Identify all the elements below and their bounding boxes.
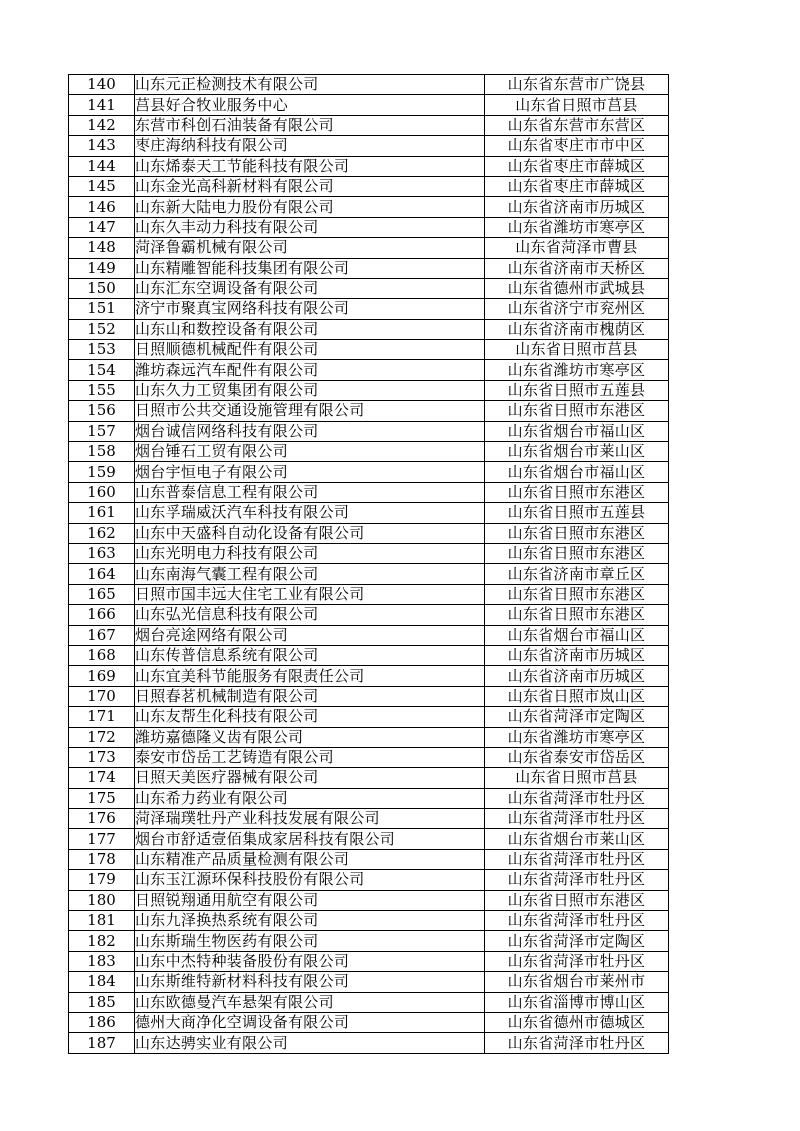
company-location-cell: 山东省烟台市福山区: [485, 421, 669, 441]
company-location-cell: 山东省日照市五莲县: [485, 380, 669, 400]
company-name-cell: 山东精准产品质量检测有限公司: [135, 849, 485, 869]
company-location-cell: 山东省日照市莒县: [485, 340, 669, 360]
company-name-cell: 日照锐翔通用航空有限公司: [135, 890, 485, 910]
company-name-cell: 德州大商净化空调设备有限公司: [135, 1012, 485, 1032]
table-row: [69, 809, 669, 829]
company-location-cell: 山东省济南市历城区: [485, 197, 669, 217]
table-row: [69, 462, 669, 482]
row-number-cell: 178: [69, 849, 135, 869]
company-location-cell: 山东省济宁市兖州区: [485, 299, 669, 319]
company-name-cell: 潍坊森远汽车配件有限公司: [135, 360, 485, 380]
row-number-cell: 155: [69, 380, 135, 400]
table-row: [69, 1033, 669, 1053]
row-number-cell: 158: [69, 442, 135, 462]
company-location-cell: 山东省菏泽市牡丹区: [485, 788, 669, 808]
table-row: [69, 340, 669, 360]
table-row: [69, 421, 669, 441]
row-number-cell: 149: [69, 258, 135, 278]
row-number-cell: 174: [69, 768, 135, 788]
table-row: [69, 360, 669, 380]
company-location-cell: 山东省烟台市莱山区: [485, 829, 669, 849]
table-row: [69, 523, 669, 543]
company-name-cell: 东营市科创石油装备有限公司: [135, 115, 485, 135]
row-number-cell: 168: [69, 645, 135, 665]
row-number-cell: 182: [69, 931, 135, 951]
row-number-cell: 186: [69, 1012, 135, 1032]
company-name-cell: 山东新大陆电力股份有限公司: [135, 197, 485, 217]
company-name-cell: 山东达骋实业有限公司: [135, 1033, 485, 1053]
table-row: [69, 788, 669, 808]
company-name-cell: 烟台诚信网络科技有限公司: [135, 421, 485, 441]
row-number-cell: 153: [69, 340, 135, 360]
company-location-cell: 山东省烟台市福山区: [485, 462, 669, 482]
row-number-cell: 176: [69, 809, 135, 829]
company-name-cell: 山东友帮生化科技有限公司: [135, 707, 485, 727]
row-number-cell: 165: [69, 584, 135, 604]
table-row: [69, 605, 669, 625]
table-row: [69, 992, 669, 1012]
company-name-cell: 枣庄海纳科技有限公司: [135, 136, 485, 156]
table-row: [69, 258, 669, 278]
table-row: [69, 727, 669, 747]
company-name-cell: 日照顺德机械配件有限公司: [135, 340, 485, 360]
company-name-cell: 山东欧德曼汽车悬架有限公司: [135, 992, 485, 1012]
company-location-cell: 山东省德州市武城县: [485, 278, 669, 298]
row-number-cell: 161: [69, 503, 135, 523]
row-number-cell: 145: [69, 176, 135, 196]
table-row: [69, 890, 669, 910]
company-location-cell: 山东省烟台市莱山区: [485, 442, 669, 462]
company-location-cell: 山东省枣庄市市中区: [485, 136, 669, 156]
company-location-cell: 山东省菏泽市牡丹区: [485, 809, 669, 829]
row-number-cell: 147: [69, 217, 135, 237]
company-name-cell: 山东南海气囊工程有限公司: [135, 564, 485, 584]
row-number-cell: 175: [69, 788, 135, 808]
company-location-cell: 山东省济南市章丘区: [485, 564, 669, 584]
company-location-cell: 山东省济南市槐荫区: [485, 319, 669, 339]
table-row: [69, 503, 669, 523]
table-row: [69, 156, 669, 176]
company-location-cell: 山东省烟台市莱州市: [485, 972, 669, 992]
company-location-cell: 山东省日照市东港区: [485, 523, 669, 543]
company-location-cell: 山东省潍坊市寒亭区: [485, 217, 669, 237]
company-location-cell: 山东省菏泽市定陶区: [485, 707, 669, 727]
company-location-cell: 山东省菏泽市牡丹区: [485, 951, 669, 971]
row-number-cell: 151: [69, 299, 135, 319]
company-name-cell: 山东普泰信息工程有限公司: [135, 482, 485, 502]
company-name-cell: 山东光明电力科技有限公司: [135, 543, 485, 563]
company-name-cell: 烟台宇恒电子有限公司: [135, 462, 485, 482]
company-name-cell: 日照春茗机械制造有限公司: [135, 686, 485, 706]
company-roster-body: [69, 75, 669, 1054]
company-location-cell: 山东省东营市广饶县: [485, 75, 669, 95]
company-location-cell: 山东省日照市东港区: [485, 605, 669, 625]
row-number-cell: 150: [69, 278, 135, 298]
row-number-cell: 146: [69, 197, 135, 217]
company-name-cell: 山东山和数控设备有限公司: [135, 319, 485, 339]
company-location-cell: 山东省日照市莒县: [485, 768, 669, 788]
table-row: [69, 645, 669, 665]
table-row: [69, 543, 669, 563]
company-name-cell: 山东九泽换热系统有限公司: [135, 911, 485, 931]
row-number-cell: 173: [69, 747, 135, 767]
company-location-cell: 山东省枣庄市薛城区: [485, 176, 669, 196]
table-row: [69, 870, 669, 890]
company-name-cell: 烟台锤石工贸有限公司: [135, 442, 485, 462]
company-location-cell: 山东省菏泽市牡丹区: [485, 849, 669, 869]
company-location-cell: 山东省潍坊市寒亭区: [485, 727, 669, 747]
company-location-cell: 山东省烟台市福山区: [485, 625, 669, 645]
company-name-cell: 山东玉江源环保科技股份有限公司: [135, 870, 485, 890]
row-number-cell: 156: [69, 401, 135, 421]
company-location-cell: 山东省济南市天桥区: [485, 258, 669, 278]
company-location-cell: 山东省菏泽市牡丹区: [485, 870, 669, 890]
table-row: [69, 197, 669, 217]
row-number-cell: 140: [69, 75, 135, 95]
company-name-cell: 山东弘光信息科技有限公司: [135, 605, 485, 625]
company-name-cell: 山东斯瑞生物医药有限公司: [135, 931, 485, 951]
company-location-cell: 山东省日照市东港区: [485, 890, 669, 910]
table-row: [69, 849, 669, 869]
company-location-cell: 山东省日照市莒县: [485, 95, 669, 115]
table-row: [69, 238, 669, 258]
row-number-cell: 141: [69, 95, 135, 115]
table-row: [69, 829, 669, 849]
row-number-cell: 179: [69, 870, 135, 890]
company-name-cell: 山东宜美科节能服务有限责任公司: [135, 666, 485, 686]
company-location-cell: 山东省菏泽市牡丹区: [485, 1033, 669, 1053]
row-number-cell: 167: [69, 625, 135, 645]
row-number-cell: 177: [69, 829, 135, 849]
company-name-cell: 菏泽鲁霸机械有限公司: [135, 238, 485, 258]
table-row: [69, 666, 669, 686]
company-location-cell: 山东省日照市东港区: [485, 401, 669, 421]
company-name-cell: 菏泽瑞璞牡丹产业科技发展有限公司: [135, 809, 485, 829]
company-location-cell: 山东省日照市岚山区: [485, 686, 669, 706]
company-roster-table: [68, 74, 669, 1054]
company-location-cell: 山东省日照市东港区: [485, 482, 669, 502]
row-number-cell: 185: [69, 992, 135, 1012]
company-location-cell: 山东省潍坊市寒亭区: [485, 360, 669, 380]
company-name-cell: 山东久力工贸集团有限公司: [135, 380, 485, 400]
company-name-cell: 山东精雕智能科技集团有限公司: [135, 258, 485, 278]
company-name-cell: 山东久丰动力科技有限公司: [135, 217, 485, 237]
row-number-cell: 162: [69, 523, 135, 543]
table-row: [69, 1012, 669, 1032]
company-location-cell: 山东省枣庄市薛城区: [485, 156, 669, 176]
row-number-cell: 172: [69, 727, 135, 747]
company-location-cell: 山东省淄博市博山区: [485, 992, 669, 1012]
company-name-cell: 日照市公共交通设施管理有限公司: [135, 401, 485, 421]
company-name-cell: 泰安市岱岳工艺铸造有限公司: [135, 747, 485, 767]
table-row: [69, 625, 669, 645]
company-name-cell: 山东金光高科新材料有限公司: [135, 176, 485, 196]
table-row: [69, 686, 669, 706]
company-location-cell: 山东省日照市五莲县: [485, 503, 669, 523]
company-location-cell: 山东省济南市历城区: [485, 666, 669, 686]
row-number-cell: 169: [69, 666, 135, 686]
company-name-cell: 日照市国丰远大住宅工业有限公司: [135, 584, 485, 604]
row-number-cell: 170: [69, 686, 135, 706]
row-number-cell: 157: [69, 421, 135, 441]
row-number-cell: 164: [69, 564, 135, 584]
table-row: [69, 911, 669, 931]
row-number-cell: 152: [69, 319, 135, 339]
company-name-cell: 莒县好合牧业服务中心: [135, 95, 485, 115]
company-location-cell: 山东省济南市历城区: [485, 645, 669, 665]
company-name-cell: 山东希力药业有限公司: [135, 788, 485, 808]
company-name-cell: 烟台亮途网络有限公司: [135, 625, 485, 645]
company-location-cell: 山东省德州市德城区: [485, 1012, 669, 1032]
company-name-cell: 山东汇东空调设备有限公司: [135, 278, 485, 298]
company-name-cell: 烟台市舒适壹佰集成家居科技有限公司: [135, 829, 485, 849]
row-number-cell: 160: [69, 482, 135, 502]
company-name-cell: 山东元正检测技术有限公司: [135, 75, 485, 95]
table-row: [69, 176, 669, 196]
table-row: [69, 136, 669, 156]
row-number-cell: 144: [69, 156, 135, 176]
company-name-cell: 山东中杰特种装备股份有限公司: [135, 951, 485, 971]
table-row: [69, 707, 669, 727]
company-name-cell: 山东传普信息系统有限公司: [135, 645, 485, 665]
row-number-cell: 180: [69, 890, 135, 910]
table-row: [69, 951, 669, 971]
row-number-cell: 142: [69, 115, 135, 135]
table-row: [69, 299, 669, 319]
table-row: [69, 380, 669, 400]
table-row: [69, 768, 669, 788]
row-number-cell: 159: [69, 462, 135, 482]
row-number-cell: 187: [69, 1033, 135, 1053]
table-row: [69, 442, 669, 462]
row-number-cell: 184: [69, 972, 135, 992]
company-location-cell: 山东省菏泽市曹县: [485, 238, 669, 258]
table-row: [69, 401, 669, 421]
table-row: [69, 115, 669, 135]
table-row: [69, 747, 669, 767]
company-name-cell: 山东孚瑞威沃汽车科技有限公司: [135, 503, 485, 523]
table-row: [69, 931, 669, 951]
company-location-cell: 山东省日照市东港区: [485, 543, 669, 563]
company-location-cell: 山东省日照市东港区: [485, 584, 669, 604]
company-location-cell: 山东省菏泽市牡丹区: [485, 911, 669, 931]
company-location-cell: 山东省东营市东营区: [485, 115, 669, 135]
company-name-cell: 山东中天盛科自动化设备有限公司: [135, 523, 485, 543]
company-name-cell: 日照天美医疗器械有限公司: [135, 768, 485, 788]
company-name-cell: 济宁市聚真宝网络科技有限公司: [135, 299, 485, 319]
table-row: [69, 319, 669, 339]
row-number-cell: 166: [69, 605, 135, 625]
row-number-cell: 143: [69, 136, 135, 156]
table-row: [69, 972, 669, 992]
row-number-cell: 181: [69, 911, 135, 931]
row-number-cell: 154: [69, 360, 135, 380]
row-number-cell: 183: [69, 951, 135, 971]
company-location-cell: 山东省菏泽市定陶区: [485, 931, 669, 951]
company-name-cell: 山东烯泰天工节能科技有限公司: [135, 156, 485, 176]
table-row: [69, 482, 669, 502]
company-name-cell: 山东斯维特新材料科技有限公司: [135, 972, 485, 992]
table-row: [69, 95, 669, 115]
table-row: [69, 584, 669, 604]
table-row: [69, 217, 669, 237]
company-name-cell: 潍坊嘉德隆义齿有限公司: [135, 727, 485, 747]
table-row: [69, 278, 669, 298]
row-number-cell: 171: [69, 707, 135, 727]
table-row: [69, 564, 669, 584]
company-location-cell: 山东省泰安市岱岳区: [485, 747, 669, 767]
row-number-cell: 148: [69, 238, 135, 258]
row-number-cell: 163: [69, 543, 135, 563]
table-row: [69, 75, 669, 95]
